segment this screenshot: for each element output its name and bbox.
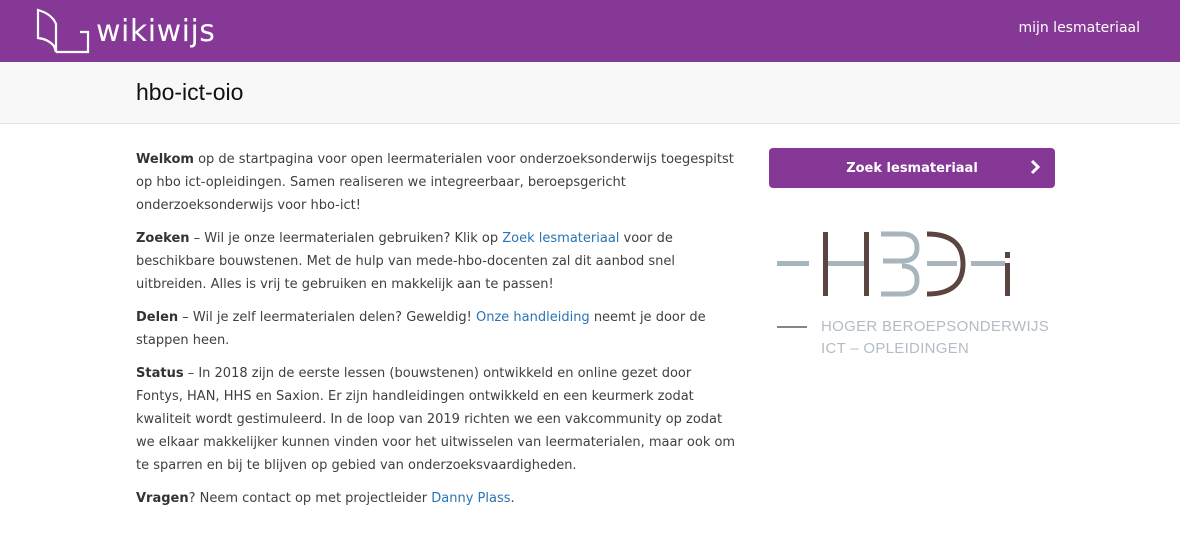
paragraph-text: – Wil je onze leermaterialen gebruiken? Klik op bbox=[189, 231, 503, 246]
page-title: hbo-ict-oio bbox=[136, 79, 244, 105]
hbo-logo-line2: ICT – OPLEIDINGEN bbox=[821, 340, 970, 357]
paragraph-text: ? Neem contact op met projectleider bbox=[188, 491, 432, 506]
top-navigation-bar bbox=[0, 0, 1180, 62]
wikiwijs-logo-link[interactable] bbox=[36, 8, 215, 54]
logo-divider bbox=[777, 326, 807, 328]
intro-text bbox=[136, 148, 736, 520]
bold-label: Vragen bbox=[136, 491, 189, 506]
paragraph-text: voor de beschikbare bouwstenen. Met de hulp van mede-hbo-docenten zal dit aanbod snel uitbreiden. Alles is vrij te gebruiken en makkelijk aan te passen! bbox=[136, 231, 676, 292]
onze-handleiding-link[interactable]: Onze handleiding bbox=[475, 310, 590, 325]
paragraph-text: – Wil je zelf leermaterialen delen? Geweldig! bbox=[178, 310, 476, 325]
logo-text: wikiwijs bbox=[96, 13, 216, 49]
hbo-i-logo bbox=[777, 230, 1055, 360]
hbo-logo-line1: HOGER BEROEPSONDERWIJS bbox=[821, 318, 1050, 335]
paragraph-text: – In 2018 zijn de eerste lessen (bouwstenen) ontwikkeld en online gezet door Fontys, HAN, HHS en Saxion. Er zijn handleidingen ontwikkeld en een keurmerk zodat kwaliteit wordt gestimuleerd. In de loop van 2019 richten we een vakcommunity op zodat we elkaar makkelijker kunnen vinden voor het uitwisselen van leermaterialen, maar ook om te sparren en bij te blijven op gebied van onderzoeksvaardigheden. bbox=[136, 366, 736, 473]
paragraph-text: . bbox=[510, 491, 515, 506]
sidebar bbox=[769, 148, 1055, 360]
zoek-lesmateriaal-button[interactable] bbox=[769, 148, 1055, 188]
paragraph-delen bbox=[136, 306, 736, 352]
chevron-right-icon bbox=[1029, 159, 1041, 179]
bold-label: Delen bbox=[136, 310, 179, 325]
paragraph-status bbox=[136, 362, 736, 477]
paragraph-text: op de startpagina voor open leermaterialen voor onderzoeksonderwijs toegespitst op hbo ict-opleidingen. Samen realiseren we integreerbaar, beroepsgericht onderzoeksonderwijs voor hbo-ict! bbox=[136, 152, 734, 213]
bold-label: Zoeken bbox=[136, 231, 190, 246]
paragraph-zoeken bbox=[136, 227, 736, 296]
paragraph-welkom bbox=[136, 148, 736, 217]
danny-plass-link[interactable]: Danny Plass bbox=[431, 491, 511, 506]
zoek-lesmateriaal-link[interactable]: Zoek lesmateriaal bbox=[502, 231, 620, 246]
paragraph-vragen bbox=[136, 487, 736, 510]
bold-label: Welkom bbox=[136, 152, 194, 167]
bold-label: Status bbox=[136, 366, 184, 381]
mijn-lesmateriaal-link[interactable]: mijn lesmateriaal bbox=[1018, 20, 1140, 36]
book-icon bbox=[36, 8, 90, 54]
title-bar bbox=[0, 62, 1180, 124]
button-label: Zoek lesmateriaal bbox=[846, 160, 978, 176]
paragraph-text: neemt je door de stappen heen. bbox=[136, 310, 706, 348]
hbo-i-mark-icon bbox=[777, 230, 1017, 302]
